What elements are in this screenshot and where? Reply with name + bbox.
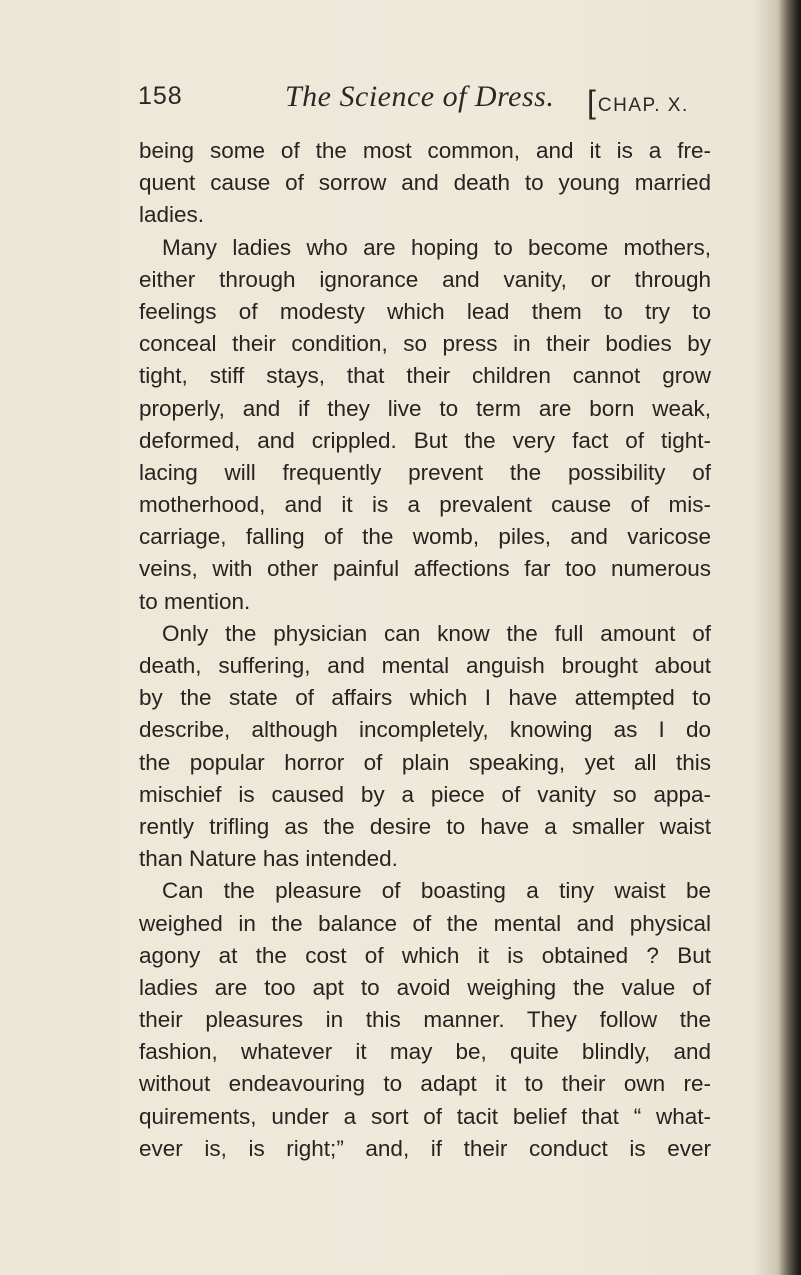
text-line: feelings of modesty which lead them to try to xyxy=(139,298,711,324)
text-line: being some of the most common, and it is a fre- xyxy=(139,138,711,163)
text-line: ladies. xyxy=(139,202,205,228)
text-line: quirements, under a sort of tacit belief that “ what- xyxy=(139,1103,711,1129)
chapter-label xyxy=(587,82,689,119)
text-line: without endeavouring to adapt it to their own re- xyxy=(139,1071,711,1097)
text-line: agony at the cost of which it is obtained ? But xyxy=(139,942,711,968)
page-number: 158 xyxy=(138,82,183,110)
text-line: Only the physician can know the full amount of xyxy=(162,620,711,646)
text-line: deformed, and crippled. But the very fact of tight- xyxy=(139,427,711,453)
text-line: rently trifling as the desire to have a smaller waist xyxy=(139,813,711,839)
text-line: their pleasures in this manner. They follow the xyxy=(139,1007,711,1033)
text-line: death, suffering, and mental anguish brought about xyxy=(139,653,711,678)
text-line: mischief is caused by a piece of vanity so appa- xyxy=(139,781,711,807)
book-title: The Science of Dress. xyxy=(285,80,555,113)
text-line: lacing will frequently prevent the possibility of xyxy=(139,459,711,485)
text-line: the popular horror of plain speaking, yet all this xyxy=(139,749,711,775)
text-line: weighed in the balance of the mental and physical xyxy=(139,910,711,936)
text-line: ever is, is right;” and, if their conduct is ever xyxy=(139,1135,711,1161)
binding-shadow xyxy=(779,0,801,1275)
text-line: properly, and if they live to term are born weak, xyxy=(139,395,711,421)
body-text xyxy=(139,135,711,1165)
text-line: fashion, whatever it may be, quite blindly, and xyxy=(139,1039,711,1065)
text-line: tight, stiff stays, that their children cannot grow xyxy=(139,363,711,389)
text-line: than Nature has intended. xyxy=(139,846,398,872)
running-head xyxy=(128,80,718,124)
text-line: ladies are too apt to avoid weighing the value of xyxy=(139,974,711,1000)
text-line: describe, although incompletely, knowing as I do xyxy=(139,717,711,743)
text-line: veins, with other painful affections far too numerous xyxy=(139,556,711,582)
text-line: motherhood, and it is a prevalent cause of mis- xyxy=(139,492,711,518)
text-line: to mention. xyxy=(139,588,251,614)
text-line: by the state of affairs which I have attempted to xyxy=(139,685,711,711)
chapter-text: CHAP. X. xyxy=(597,95,689,116)
text-line: Can the pleasure of boasting a tiny waist be xyxy=(162,878,711,904)
text-line: carriage, falling of the womb, piles, and varicose xyxy=(139,524,711,550)
text-line: Many ladies who are hoping to become mothers, xyxy=(162,234,711,260)
text-line: quent cause of sorrow and death to young married xyxy=(139,170,711,196)
chapter-bracket: [ xyxy=(587,84,596,120)
text-line: either through ignorance and vanity, or through xyxy=(139,266,711,292)
text-line: conceal their condition, so press in their bodies by xyxy=(139,331,711,357)
